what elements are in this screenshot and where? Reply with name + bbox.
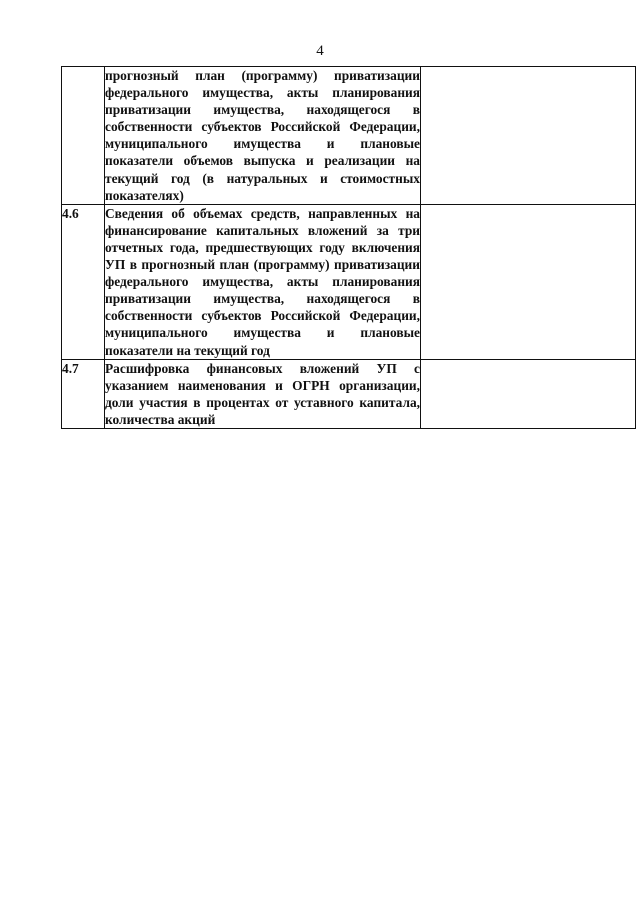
row-value-cell [421,204,636,359]
requirements-table [61,66,636,429]
row-number-cell: 4.6 [62,204,105,359]
table-row-4-6 [62,204,636,359]
row-description-cell: Расшифровка финансовых вложений УП с указанием наименования и ОГРН организации, доли участия в процентах от уставного капитала, количества акций [105,360,420,427]
row-value-cell [421,67,636,205]
row-number-cell: 4.7 [62,359,105,428]
row-description-cell: прогнозный план (программу) приватизации федерального имущества, акты планирования приватизации имущества, находящегося в собственности субъектов Российской Федерации, муниципального имущества и плановые показатели объемов выпуска и реализации на текущий год (в натуральных и стоимостных показателях) [105,68,420,203]
row-number-cell [62,67,105,205]
table-row-continuation [62,67,636,205]
page-number: 4 [316,43,324,59]
row-value-cell [421,359,636,428]
row-description-cell: Сведения об объемах средств, направленных на финансирование капитальных вложений за три отчетных года, предшествующих году включения УП в прогнозный план (программу) приватизации федерального имущества, акты планирования приватизации имущества, находящегося в собственности субъектов Российской Федерации, муниципального имущества и плановые показатели на текущий год [105,205,420,358]
table-row-4-7 [62,359,636,428]
